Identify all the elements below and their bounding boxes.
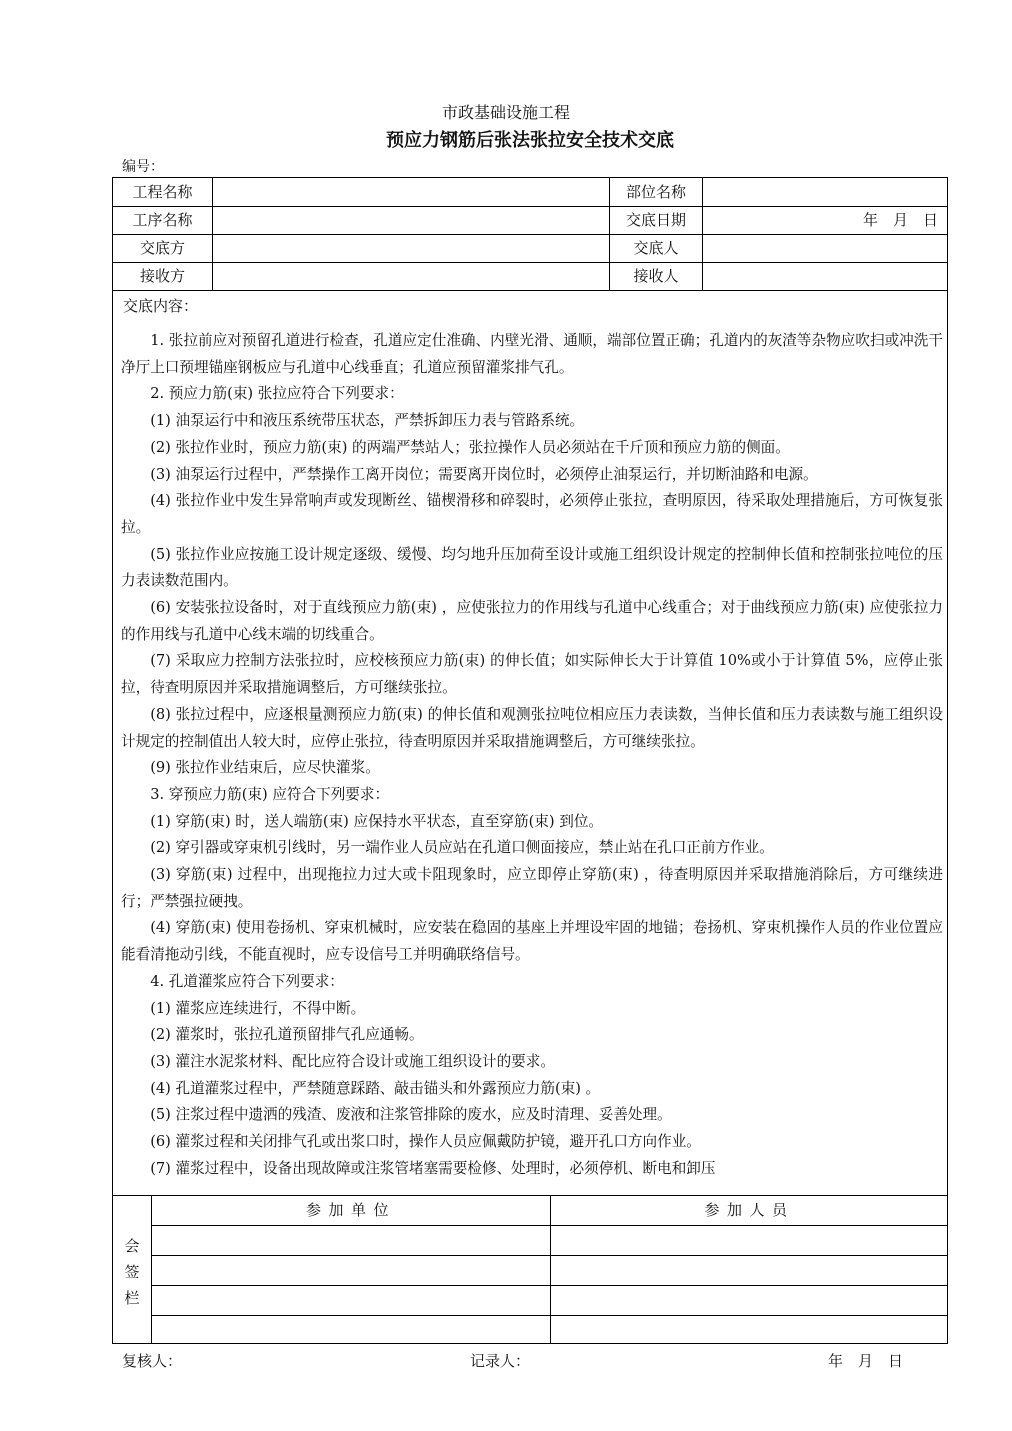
- content-paragraph: (4) 张拉作业中发生异常响声或发现断丝、锚楔滑移和碎裂时，必须停止张拉，查明原因，待采取处理措施后，方可恢复张拉。: [121, 492, 943, 536]
- content-paragraph: (3) 油泵运行过程中，严禁操作工离开岗位；需要离开岗位时，必须停止油泵运行，并切断油路和电源。: [150, 465, 818, 483]
- content-paragraph: 1. 张拉前应对预留孔道进行检查，孔道应定仕准确、内壁光滑、通顺，端部位置正确；孔道内的灰渣等杂物应吹扫或冲洗干净厅上口预埋锚座钢板应与孔道中心线垂直；孔道应预留灌浆排气孔。: [121, 332, 943, 376]
- location-name-label: 部位名称: [625, 183, 686, 201]
- discloser-party-field[interactable]: [213, 234, 609, 262]
- content-paragraph: 2. 预应力筋(束) 张拉应符合下列要求：: [150, 385, 404, 403]
- content-label: 交底内容：: [123, 297, 199, 315]
- receiver-person-field[interactable]: [703, 262, 948, 290]
- content-paragraph: (3) 穿筋(束) 过程中，出现拖拉力过大或卡阻现象时，应立即停止穿筋(束) ，待查明原因并采取措施消除后，方可继续进行；严禁强拉硬拽。: [121, 866, 943, 910]
- document-subtitle: 市政基础设施工程: [441, 103, 570, 122]
- recorder-label: 记录人：: [470, 1352, 531, 1370]
- content-paragraph: 3. 穿预应力筋(束) 应符合下列要求：: [150, 785, 390, 803]
- content-paragraph: 4. 孔道灌浆应符合下列要求：: [150, 972, 344, 990]
- signoff-side-char: 签: [124, 1263, 140, 1281]
- discloser-person-field[interactable]: [703, 234, 948, 262]
- content-paragraph: (6) 安装张拉设备时，对于直线预应力筋(束) ，应使张拉力的作用线与孔道中心线重合；对于曲线预应力筋(束) 应使张拉力的作用线与孔道中心线末端的切线重合。: [121, 599, 943, 643]
- procedure-name-label: 工序名称: [132, 211, 193, 229]
- signoff-row-divider: [151, 1315, 947, 1316]
- signoff-side-char: 栏: [124, 1289, 140, 1307]
- content-paragraph: (1) 灌浆应连续进行，不得中断。: [150, 999, 366, 1017]
- content-paragraph: (7) 灌浆过程中，设备出现故障或注浆管堵塞需要检修、处理时，必须停机、断电和卸压: [150, 1159, 716, 1177]
- disclosure-content: [121, 328, 943, 1183]
- document-title: 预应力钢筋后张法张拉安全技术交底: [386, 130, 674, 151]
- serial-number-label: 编号：: [122, 159, 164, 175]
- participating-unit-header: 参加单位: [305, 1201, 396, 1219]
- disclosure-date-label: 交底日期: [625, 211, 686, 229]
- location-name-field[interactable]: [703, 178, 948, 206]
- signoff-row-divider: [151, 1285, 947, 1286]
- signoff-side-char: 会: [124, 1237, 140, 1255]
- content-paragraph: (1) 穿筋(束) 时，送人端筋(束) 应保持水平状态，直至穿筋(束) 到位。: [150, 812, 604, 830]
- content-paragraph: (6) 灌浆过程和关闭排气孔或出浆口时，操作人员应佩戴防护镜，避开孔口方向作业。: [150, 1133, 701, 1151]
- content-paragraph: (7) 采取应力控制方法张拉时，应校核预应力筋(束) 的伸长值；如实际伸长大于计算值 10%或小于计算值 5%，应停止张拉，待查明原因并采取措施调整后，方可继续张拉。: [121, 652, 943, 697]
- row-divider: [113, 290, 947, 291]
- content-paragraph: (4) 穿筋(束) 使用卷扬机、穿束机械时，应安装在稳固的基座上并埋设牢固的地锚；卷扬机、穿束机操作人员的作业位置应能看清拖动引线，不能直视时，应专设信号工并明确联络信号。: [121, 919, 943, 964]
- disclosure-form: [112, 177, 948, 1344]
- procedure-name-field[interactable]: [213, 206, 609, 234]
- content-paragraph: (2) 穿引器或穿束机引线时，另一端作业人员应站在孔道口侧面接应，禁止站在孔口正前方作业。: [150, 839, 774, 857]
- receiver-party-label: 接收方: [139, 267, 185, 285]
- reviewer-label: 复核人：: [122, 1352, 183, 1370]
- content-paragraph: (5) 张拉作业应按施工设计规定逐级、缓慢、均匀地升压加荷至设计或施工组织设计规定的控制伸长值和控制张拉吨位的压力表读数范围内。: [121, 545, 943, 590]
- content-paragraph: (4) 孔道灌浆过程中，严禁随意踩踏、敲击锚头和外露预应力筋(束) 。: [150, 1079, 601, 1097]
- content-paragraph: (9) 张拉作业结束后，应尽快灌浆。: [150, 759, 380, 777]
- discloser-person-label: 交底人: [633, 239, 679, 257]
- content-paragraph: (1) 油泵运行中和液压系统带压状态，严禁拆卸压力表与管路系统。: [150, 412, 585, 430]
- receiver-party-field[interactable]: [213, 262, 609, 290]
- content-paragraph: (2) 灌浆时，张拉孔道预留排气孔应通畅。: [150, 1026, 424, 1044]
- signoff-row-divider: [151, 1255, 947, 1256]
- content-paragraph: (8) 张拉过程中，应逐根量测预应力筋(束) 的伸长值和观测张拉吨位相应压力表读数，当伸长值和压力表读数与施工组织设计规定的控制值出人较大时，应停止张拉，待查明原因并采取措施调整后，方可继续张拉。: [121, 705, 943, 750]
- content-paragraph: (2) 张拉作业时，预应力筋(束) 的两端严禁站人；张拉操作人员必须站在千斤顶和预应力筋的侧面。: [150, 438, 790, 456]
- footer-date: 年 月 日: [828, 1352, 904, 1370]
- project-name-label: 工程名称: [132, 183, 193, 201]
- discloser-party-label: 交底方: [139, 239, 185, 257]
- content-paragraph: (5) 注浆过程中遗洒的残渣、废液和注浆管排除的废水，应及时清理、妥善处理。: [150, 1106, 672, 1124]
- receiver-person-label: 接收人: [633, 267, 679, 285]
- project-name-field[interactable]: [213, 178, 609, 206]
- participating-people-header: 参加人员: [704, 1201, 795, 1219]
- signoff-row-divider: [151, 1225, 947, 1226]
- content-paragraph: (3) 灌注水泥浆材料、配比应符合设计或施工组织设计的要求。: [150, 1052, 555, 1070]
- disclosure-date-field[interactable]: 年 月 日: [862, 211, 938, 229]
